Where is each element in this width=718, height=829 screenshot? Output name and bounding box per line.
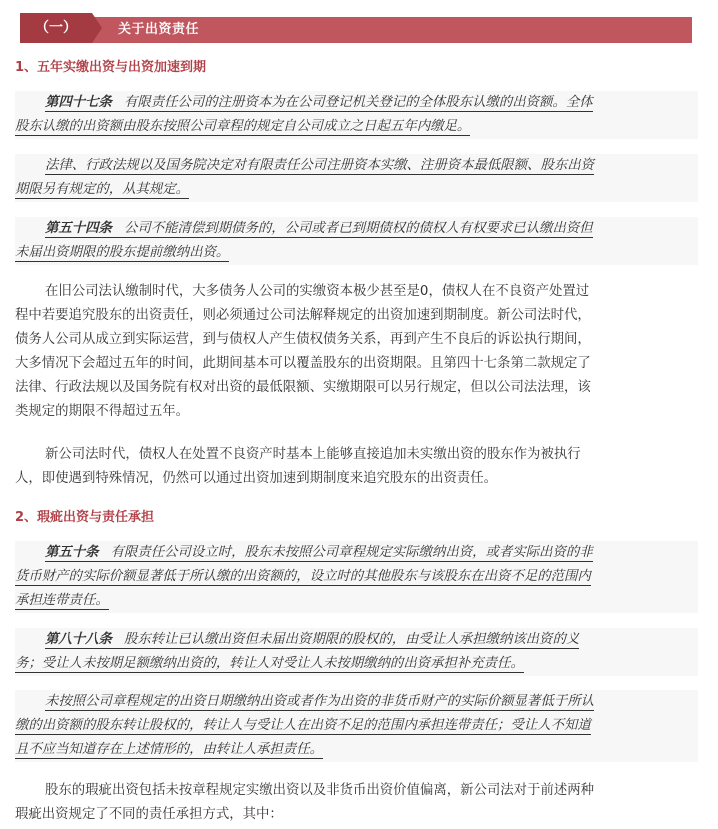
law-text: 股东转让已认缴出资但未届出资期限的股权的，由受让人承担缴纳该出资的义	[123, 632, 580, 647]
law-quote-article-54	[15, 217, 698, 265]
law-text: 未按照公司章程规定的出资日期缴纳出资或者作为出资的非货币财产的实际价额显著低于所认	[45, 694, 595, 709]
law-text: 缴的出资额的股东转让股权的，转让人与受让人在出资不足的范围内承担连带责任；受让人不知道	[15, 718, 591, 733]
law-text: 公司不能清偿到期债务的，公司或者已到期债权的债权人有权要求已认缴出资但	[123, 221, 593, 236]
para-line: 大多情况下会超过五年的时间，此期间基本可以覆盖股东的出资期限。且第四十七条第二款规定了	[15, 356, 591, 371]
article-number: 第五十四条	[45, 221, 112, 236]
law-text: 货币财产的实际价额显著低于所认缴的出资额的，设立时的其他股东与该股东在出资不足的范围内	[15, 569, 591, 584]
para-line: 新公司法时代，债权人在处置不良资产时基本上能够直接追加未实缴出资的股东作为被执行	[45, 447, 581, 462]
law-quote-article-88	[15, 628, 698, 676]
section-banner	[20, 17, 692, 43]
law-line	[15, 628, 698, 652]
law-line	[15, 690, 698, 714]
law-text: 承担连带责任。	[15, 593, 109, 608]
law-line	[15, 738, 698, 762]
law-line	[15, 565, 698, 589]
law-line	[15, 241, 698, 265]
law-quote-article-47-clause-2	[15, 154, 698, 202]
para-line: 类规定的期限不得超过五年。	[15, 404, 190, 419]
para-line: 股东的瑕疵出资包括未按章程规定实缴出资以及非货币出资价值偏离，新公司法对于前述两种	[45, 783, 595, 798]
law-text: 有限责任公司的注册资本为在公司登记机关登记的全体股东认缴的出资额。全体	[123, 95, 593, 110]
subheading-defective-capital: 2、瑕疵出资与责任承担	[15, 510, 155, 525]
law-text: 法律、行政法规以及国务院决定对有限责任公司注册资本实缴、注册资本最低限额、股东出资	[45, 158, 595, 173]
law-quote-article-50	[15, 541, 698, 613]
body-paragraph	[15, 280, 698, 424]
law-text: 期限另有规定的，从其规定。	[15, 182, 190, 197]
law-text: 有限责任公司设立时，股东未按照公司章程规定实际缴纳出资，或者实际出资的非	[110, 545, 593, 560]
law-line	[15, 541, 698, 565]
law-line	[15, 91, 698, 115]
body-paragraph	[15, 443, 698, 491]
section-number-tab: （一）	[20, 13, 92, 43]
law-text: 未届出资期限的股东提前缴纳出资。	[15, 245, 230, 260]
article-number: 第四十七条	[45, 95, 112, 110]
section-title: 关于出资责任	[118, 22, 200, 37]
article-number: 第五十条	[45, 545, 99, 560]
law-line	[15, 154, 698, 178]
law-quote-article-88-clause-2	[15, 690, 698, 762]
law-text: 且不应当知道存在上述情形的，由转让人承担责任。	[15, 742, 323, 757]
body-paragraph	[15, 779, 698, 827]
para-line: 法律、行政法规以及国务院有权对出资的最低限额、实缴期限可以另行规定，但以公司法法理，该	[15, 380, 591, 395]
para-line: 在旧公司法认缴制时代，大多债务人公司的实缴资本极少甚至是0，债权人在不良资产处置过	[45, 284, 590, 299]
para-line: 程中若要追究股东的出资责任，则必须通过公司法解释规定的出资加速到期制度。新公司法时代，	[15, 308, 591, 323]
para-line: 瑕疵出资规定了不同的责任承担方式，其中：	[15, 807, 283, 822]
law-text: 股东认缴的出资额由股东按照公司章程的规定自公司成立之日起五年内缴足。	[15, 119, 471, 134]
para-line: 人，即使遇到特殊情况，仍然可以通过出资加速到期制度来追究股东的出资责任。	[15, 471, 498, 486]
para-line: 债务人公司从成立到实际运营，到与债权人产生债权债务关系，再到产生不良后的诉讼执行期间，	[15, 332, 591, 347]
law-line	[15, 714, 698, 738]
law-line	[15, 178, 698, 202]
law-line	[15, 115, 698, 139]
law-quote-article-47	[15, 91, 698, 139]
law-line	[15, 589, 698, 613]
law-text: 务；受让人未按期足额缴纳出资的，转让人对受让人未按期缴纳的出资承担补充责任。	[15, 656, 524, 671]
subheading-five-year-capital: 1、五年实缴出资与出资加速到期	[15, 60, 207, 75]
law-line	[15, 217, 698, 241]
article-number: 第八十八条	[45, 632, 112, 647]
law-line	[15, 652, 698, 676]
